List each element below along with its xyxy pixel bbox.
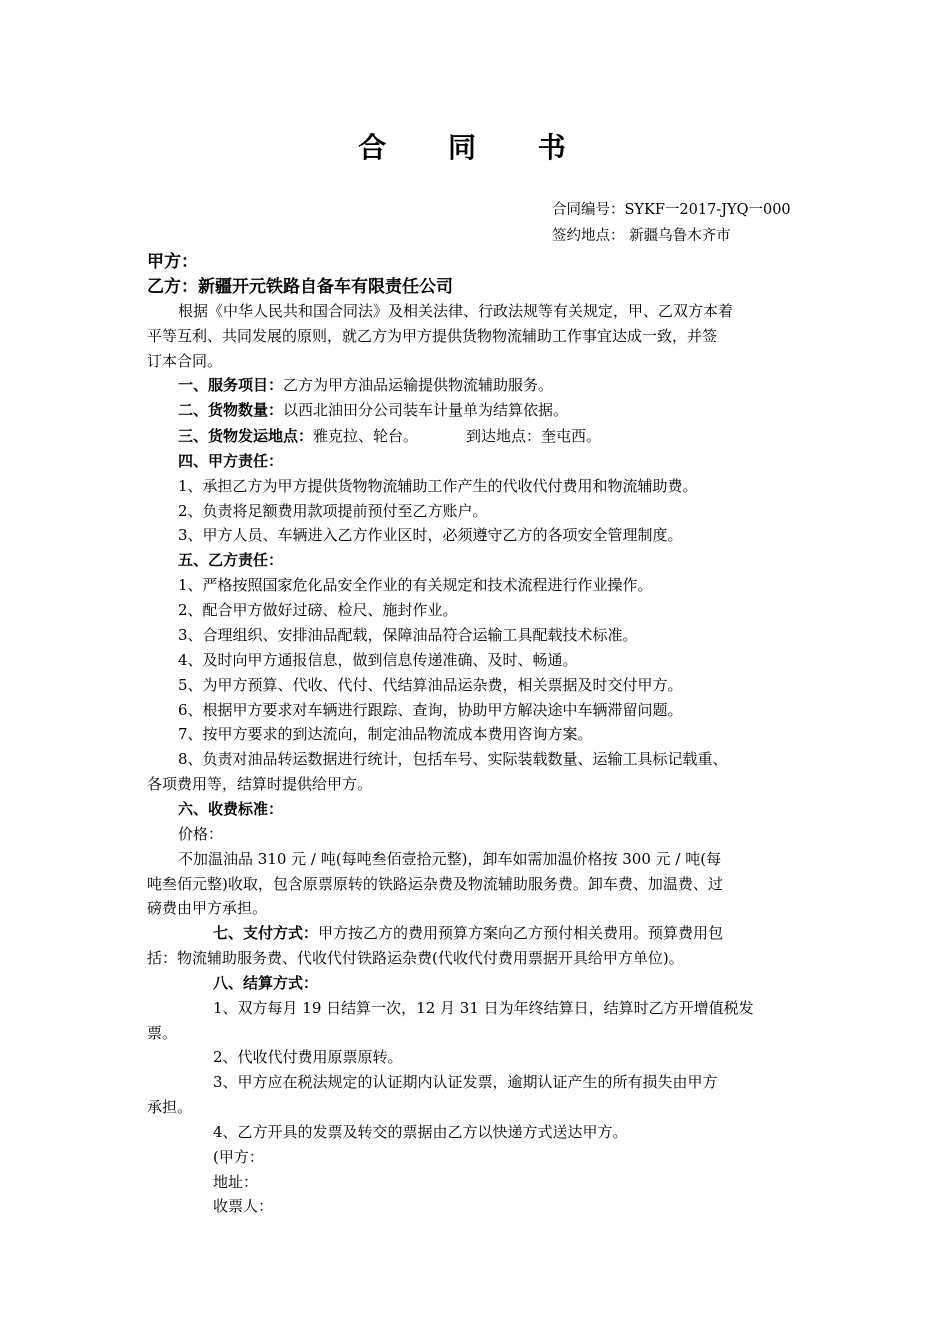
section-heading: 三、货物发运地点： [178, 427, 314, 445]
signing-place: 签约地点： 新疆乌鲁木齐市 [552, 228, 731, 244]
section-text: 甲方按乙方的费用预算方案向乙方预付相关费用。预算费用包 [318, 924, 724, 942]
section-heading: 七、支付方式： [213, 924, 319, 942]
list-item: 5、为甲方预算、代收、代付、代结算油品运杂费，相关票据及时交付甲方。 [178, 676, 683, 694]
list-item: 2、配合甲方做好过磅、检尺、施封作业。 [178, 601, 458, 619]
settlement-line: 1、双方每月 19 日结算一次，12 月 31 日为年终结算日，结算时乙方开增值税发 [213, 999, 754, 1017]
settlement-line: 3、甲方应在税法规定的认证期内认证发票，逾期认证产生的所有损失由甲方 [213, 1073, 718, 1091]
section-heading: 五、乙方责任： [178, 551, 284, 569]
preamble-line: 根据《中华人民共和国合同法》及相关法律、行政法规等有关规定，甲、乙双方本着 [178, 302, 734, 320]
price-line: 不加温油品 310 元 / 吨(每吨叁佰壹拾元整)，卸车如需加温价格按 300 元 / 吨(每 [178, 850, 722, 868]
list-item: 7、按甲方要求的到达流向，制定油品物流成本费用咨询方案。 [178, 725, 593, 743]
party-b-label: 乙方：新疆开元铁路自备车有限责任公司 [147, 277, 453, 297]
contract-number: 合同编号：SYKF一2017-JYQ一000 [552, 202, 791, 218]
list-item: 4、及时向甲方通报信息，做到信息传递准确、及时、畅通。 [178, 651, 578, 669]
section-text: 以西北油田分公司装车计量单为结算依据。 [283, 401, 569, 419]
section-heading: 二、货物数量： [178, 401, 284, 419]
section-service [178, 375, 553, 396]
settlement-line: 票。 [147, 1024, 178, 1042]
section-payment [213, 923, 723, 944]
list-item: 1、严格按照国家危化品安全作业的有关规定和技术流程进行作业操作。 [178, 576, 653, 594]
list-item: 3、合理组织、安排油品配载，保障油品符合运输工具配载技术标准。 [178, 626, 638, 644]
section-heading: 八、结算方式： [213, 974, 319, 992]
section-heading: 六、收费标准： [178, 800, 284, 818]
section-quantity [178, 400, 568, 421]
party-a-label: 甲方： [147, 252, 198, 272]
list-item: 8、负责对油品转运数据进行统计，包括车号、实际装载数量、运输工具标记载重、 [178, 750, 728, 768]
section-locations [178, 426, 601, 447]
price-line: 磅费由甲方承担。 [147, 899, 268, 917]
list-item: 6、根据甲方要求对车辆进行跟踪、查询，协助甲方解决途中车辆滞留问题。 [178, 701, 683, 719]
list-item: 2、负责将足额费用款项提前预付至乙方账户。 [178, 502, 488, 520]
settlement-line: 承担。 [147, 1098, 193, 1116]
section-heading: 四、甲方责任： [178, 452, 284, 470]
footer-party-a: (甲方： [213, 1148, 264, 1166]
footer-receiver: 收票人： [213, 1197, 274, 1215]
list-item: 各项费用等，结算时提供给甲方。 [147, 775, 373, 793]
footer-address: 地址： [213, 1173, 259, 1191]
price-label: 价格： [178, 825, 224, 843]
settlement-line: 2、代收代付费用原票原转。 [213, 1048, 403, 1066]
section-text: 乙方为甲方油品运输提供物流辅助服务。 [283, 376, 554, 394]
list-item: 3、甲方人员、车辆进入乙方作业区时，必须遵守乙方的各项安全管理制度。 [178, 526, 683, 544]
section-text: 雅克拉、轮台。 [313, 427, 419, 445]
list-item: 1、承担乙方为甲方提供货物物流辅助工作产生的代收代付费用和物流辅助费。 [178, 477, 698, 495]
settlement-line: 4、乙方开具的发票及转交的票据由乙方以快递方式送达甲方。 [213, 1123, 628, 1141]
payment-line: 括：物流辅助服务费、代收代付铁路运杂费(代收代付费用票据开具给甲方单位)。 [147, 949, 684, 967]
arrival-location: 到达地点：奎屯西。 [466, 427, 602, 445]
document-title: 合 同 书 [358, 131, 592, 164]
preamble-line: 订本合同。 [147, 352, 223, 370]
price-line: 吨叁佰元整)收取，包含原票原转的铁路运杂费及物流辅助服务费。卸车费、加温费、过 [147, 875, 723, 893]
section-heading: 一、服务项目： [178, 376, 284, 394]
preamble-line: 平等互利、共同发展的原则，就乙方为甲方提供货物物流辅助工作事宜达成一致，并签 [147, 327, 718, 345]
